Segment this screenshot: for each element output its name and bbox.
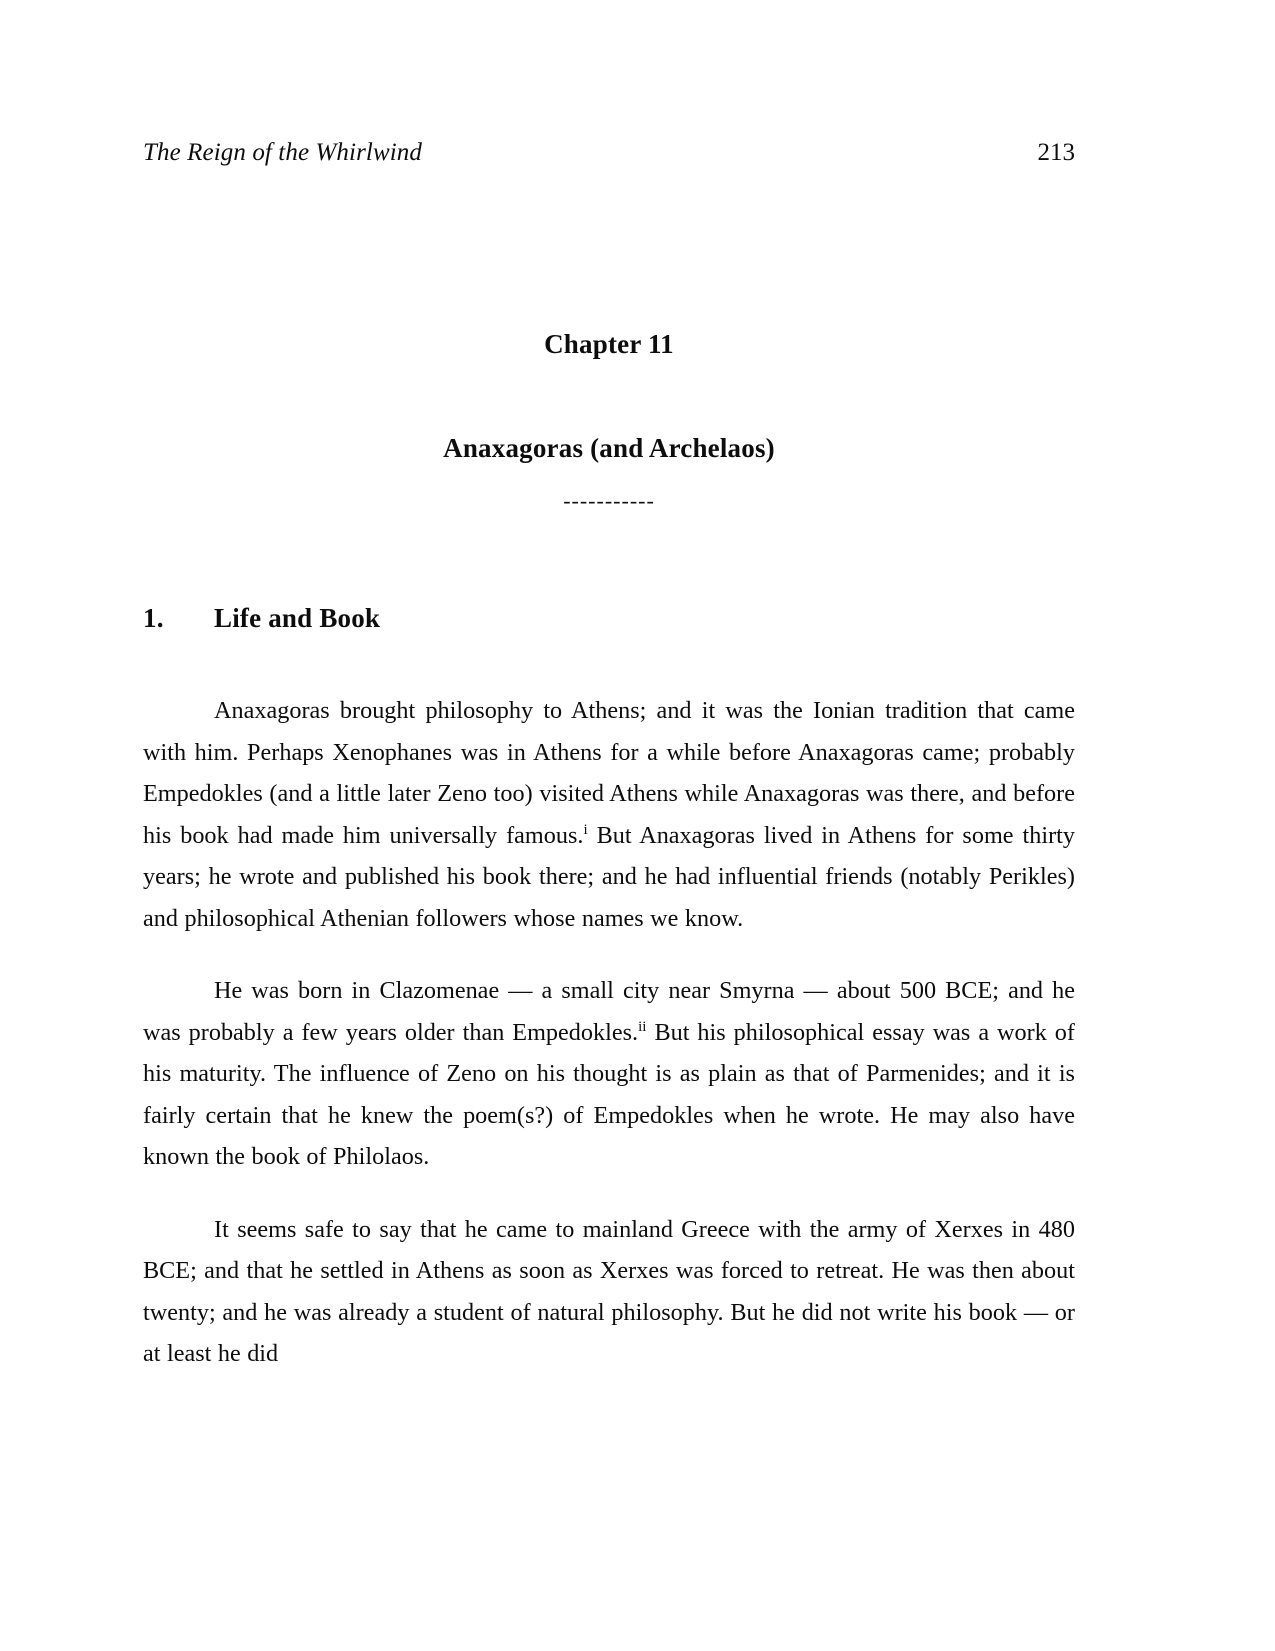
footnote-marker-i: i bbox=[583, 821, 588, 838]
chapter-number: Chapter 11 bbox=[544, 329, 674, 359]
paragraph-2-text-before-note: He was born in Clazomenae — a small city near Smyrna — about 500 BCE; and he was probably a few years older than Empedokles. bbox=[143, 977, 1075, 1046]
chapter-divider-rule: ----------- bbox=[563, 487, 655, 513]
running-header bbox=[143, 138, 1075, 168]
paragraph-2 bbox=[143, 970, 1075, 1178]
paragraph-3 bbox=[143, 1209, 1075, 1375]
body-text bbox=[143, 690, 1075, 1375]
section-title: Life and Book bbox=[214, 603, 381, 633]
chapter-heading-block bbox=[143, 328, 1075, 514]
paragraph-1-text-before-note: Anaxagoras brought philosophy to Athens; and it was the Ionian tradition that came with him. Perhaps Xenophanes was in Athens for a while before Anaxagoras came; probably Empedokles (and a little later Zeno too) visited Athens while Anaxagoras was there, and before his book had made him universally famous. bbox=[143, 697, 1075, 849]
paragraph-2-text-after-note: But his philosophical essay was a work of his maturity. The influence of Zeno on his thought is as plain as that of Parmenides; and it is fairly certain that he knew the poem(s?) of Empedokles when he wrote. He may also have known the book of Philolaos. bbox=[143, 1018, 1075, 1170]
chapter-title: Anaxagoras (and Archelaos) bbox=[443, 432, 775, 463]
paragraph-1 bbox=[143, 690, 1075, 939]
paragraph-3-text: It seems safe to say that he came to mainland Greece with the army of Xerxes in 480 BCE; and that he settled in Athens as soon as Xerxes was forced to retreat. He was then about twenty; and he was already a student of natural philosophy. But he did not write his book — or at least he did bbox=[143, 1215, 1075, 1367]
paragraph-1-text-after-note: But Anaxagoras lived in Athens for some thirty years; he wrote and published his book there; and he had influential friends (notably Perikles) and philosophical Athenian followers whose names we know. bbox=[143, 821, 1075, 932]
header-page-number: 213 bbox=[1037, 139, 1075, 166]
footnote-marker-ii: ii bbox=[638, 1018, 647, 1035]
section-number: 1. bbox=[143, 603, 164, 633]
header-book-title: The Reign of the Whirlwind bbox=[143, 139, 422, 166]
section-heading bbox=[143, 603, 1075, 634]
